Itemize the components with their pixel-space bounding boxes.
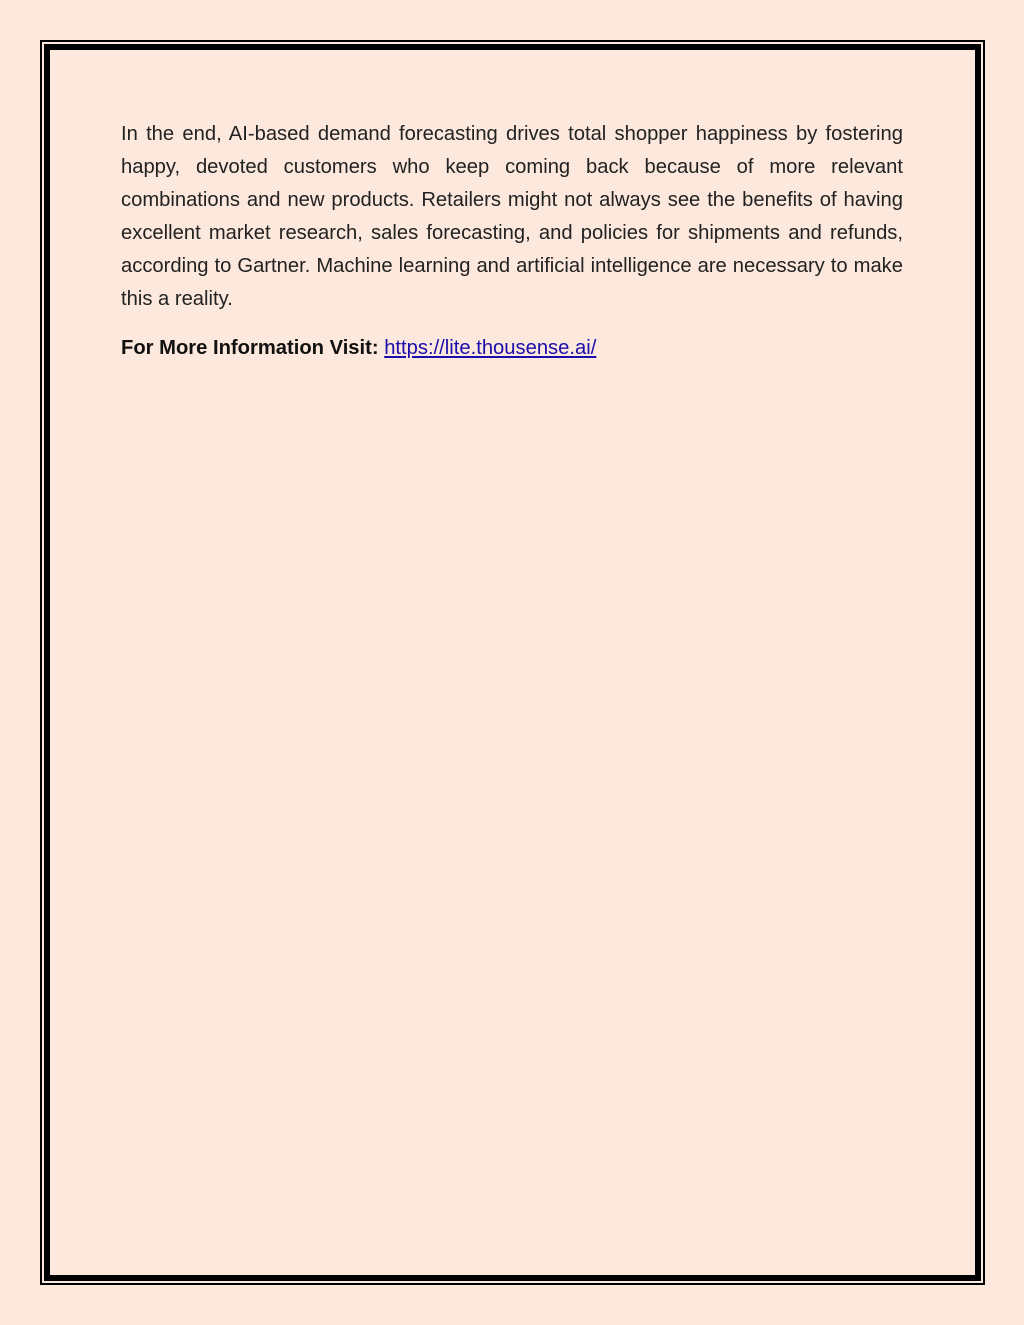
document-content	[121, 118, 903, 365]
more-info-label: For More Information Visit:	[121, 337, 385, 359]
more-info-line	[121, 332, 903, 365]
body-paragraph: In the end, AI-based demand forecasting drives total shopper happiness by fostering happy, devoted customers who keep coming back because of more relevant combinations and new products. Retailers might not always see the benefits of having excellent market research, sales forecasting, and policies for shipments and refunds, according to Gartner. Machine learning and artificial intelligence are necessary to make this a reality.	[121, 123, 903, 310]
website-link[interactable]: https://lite.thousense.ai/	[384, 337, 597, 359]
